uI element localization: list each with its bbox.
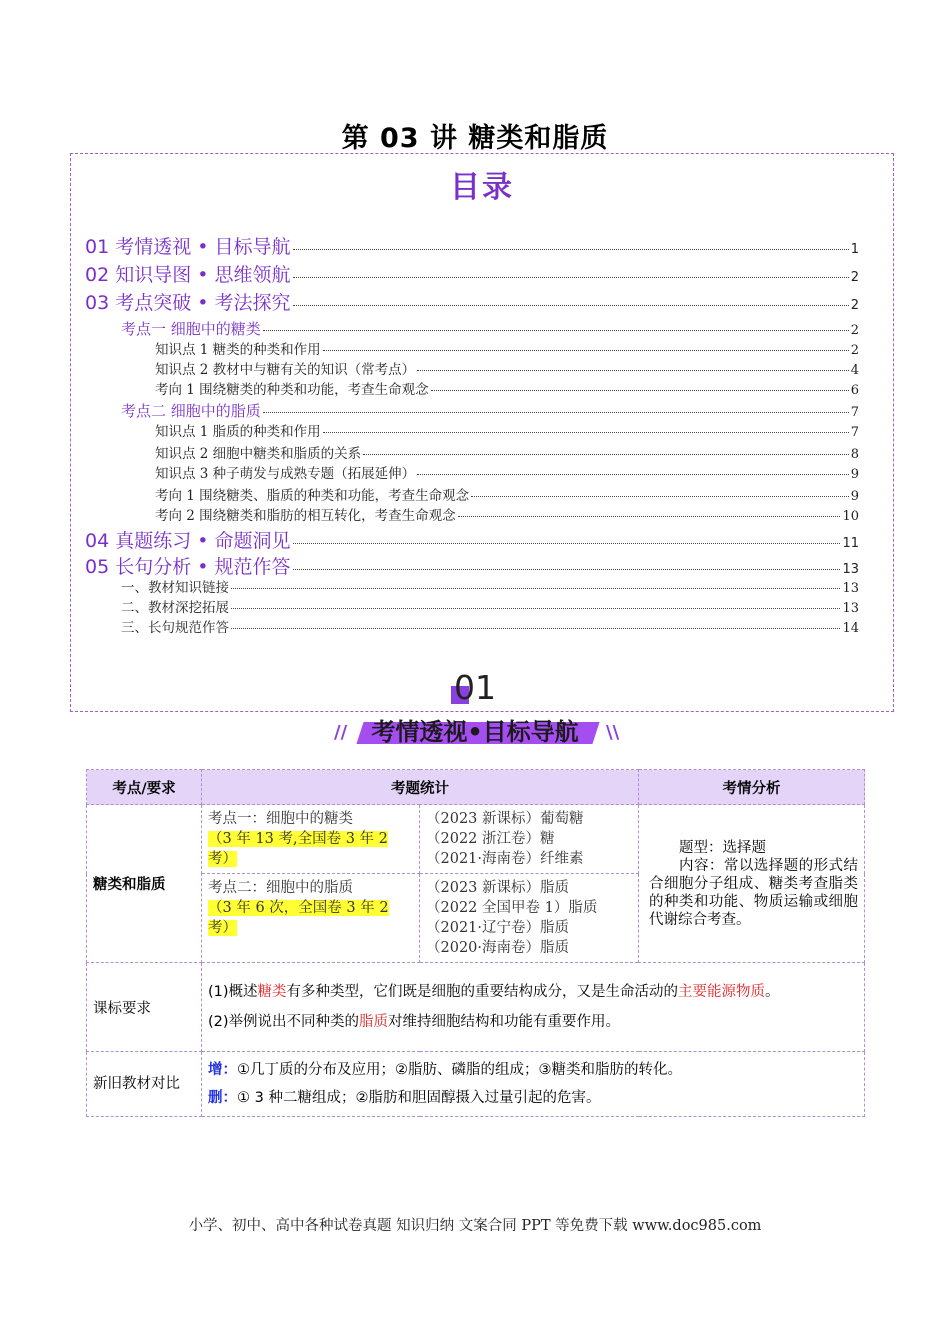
kaodian-1-count: （3 年 13 考,全国卷 3 年 2 考）	[208, 831, 388, 867]
toc-entry[interactable]	[121, 400, 859, 421]
toc-entry-page: 8	[850, 447, 859, 462]
toc-entry-label: 考点一 细胞中的糖类	[121, 320, 261, 338]
toc-entry-page: 7	[850, 405, 859, 420]
toc-entry-label: 考点二 细胞中的脂质	[121, 402, 261, 420]
kaodian-2-sources	[420, 874, 639, 963]
toc-entry[interactable]	[85, 288, 859, 315]
toc-entry-label: 二、教材深挖拓展	[121, 600, 229, 616]
req1-text: 。	[765, 984, 780, 1000]
toc-entry-label: 考向 1 围绕糖类、脂质的种类和功能，考查生命观念	[155, 488, 470, 504]
source-item: （2022 全国甲卷 1）脂质	[426, 900, 598, 916]
source-item: （2023 新课标）葡萄糖	[426, 811, 584, 827]
kaodian-2-cell	[202, 874, 420, 963]
toc-entry-page: 2	[850, 343, 859, 358]
toc-entry[interactable]	[155, 378, 859, 398]
toc-entry-label: 知识点 2 教材中与糖有关的知识（常考点）	[155, 362, 416, 378]
source-item: （2020·海南卷）脂质	[426, 940, 570, 956]
toc-entry-label: 知识点 1 糖类的种类和作用	[155, 342, 321, 358]
analysis-cell	[639, 805, 865, 963]
header-kaodian: 考点/要求	[87, 770, 202, 805]
toc-entry-page: 11	[842, 536, 859, 551]
req2-text: 对维持细胞结构和功能有重要作用。	[388, 1014, 621, 1030]
row-label-standard: 课标要求	[87, 963, 202, 1052]
req1-text: (1)概述	[208, 984, 258, 1000]
row-label-sugar-lipid: 糖类和脂质	[87, 805, 202, 963]
section-number: 01	[454, 668, 496, 707]
table-header-row	[87, 770, 865, 805]
header-stats: 考题统计	[202, 770, 639, 805]
toc-leader-dots	[471, 496, 849, 497]
table-row	[87, 1052, 865, 1117]
toc-entry-page: 4	[850, 363, 859, 378]
kaodian-2-count: （3 年 6 次，全国卷 3 年 2 考）	[208, 900, 389, 936]
removed-text: ① 3 种二糖组成；②脂肪和胆固醇摄入过量引起的危害。	[237, 1090, 601, 1106]
standard-requirements-cell	[202, 963, 865, 1052]
toc-leader-dots	[293, 277, 849, 278]
toc-entry-label: 04 真题练习 • 命题洞见	[85, 530, 291, 552]
toc-entry-page: 13	[842, 581, 859, 596]
table-row	[87, 963, 865, 1052]
exam-analysis-table	[86, 769, 865, 1117]
toc-entry-page: 6	[850, 383, 859, 398]
textbook-compare-cell	[202, 1052, 865, 1117]
toc-entry[interactable]	[155, 504, 859, 524]
toc-leader-dots	[231, 588, 840, 589]
kaodian-1-name: 考点一：细胞中的糖类	[208, 811, 353, 827]
removed-label: 删：	[208, 1090, 237, 1106]
table-row	[87, 805, 865, 874]
added-items	[208, 1056, 858, 1084]
toc-entry-label: 知识点 2 细胞中糖类和脂质的关系	[155, 446, 362, 462]
removed-items	[208, 1084, 858, 1112]
toc-entry-page: 1	[850, 242, 859, 257]
toc-entry-page: 14	[842, 621, 859, 636]
toc-entry[interactable]	[155, 420, 859, 440]
toc-entry-label: 考向 1 围绕糖类的种类和功能，考查生命观念	[155, 382, 429, 398]
toc-entry[interactable]	[155, 358, 859, 378]
source-item: （2021·辽宁卷）脂质	[426, 920, 570, 936]
toc-entry-page: 13	[842, 601, 859, 616]
toc-entry[interactable]	[155, 484, 859, 504]
toc-entry-page: 2	[850, 298, 859, 313]
document-title: 第 03 讲 糖类和脂质	[341, 123, 609, 154]
table-of-contents	[70, 153, 894, 712]
toc-leader-dots	[417, 474, 849, 475]
toc-entry[interactable]	[85, 552, 859, 579]
header-analysis: 考情分析	[639, 770, 865, 805]
toc-leader-dots	[263, 412, 849, 413]
toc-leader-dots	[231, 608, 840, 609]
toc-entry[interactable]	[155, 462, 859, 482]
req2-text: (2)举例说出不同种类的	[208, 1014, 360, 1030]
toc-entry[interactable]	[85, 526, 859, 553]
toc-entry-label: 考向 2 围绕糖类和脂肪的相互转化，考查生命观念	[155, 508, 456, 524]
toc-entry-page: 7	[850, 425, 859, 440]
toc-entry[interactable]	[155, 442, 859, 462]
toc-entry-page: 13	[842, 562, 859, 577]
toc-entry[interactable]	[121, 318, 859, 339]
req2-keyword-lipid: 脂质	[359, 1014, 389, 1030]
kaodian-1-sources	[420, 805, 639, 874]
toc-entry-label: 02 知识导图 • 思维领航	[85, 264, 291, 286]
slash-right-decoration: \\	[606, 722, 620, 743]
added-text: ①几丁质的分布及应用；②脂肪、磷脂的组成；③糖类和脂肪的转化。	[237, 1062, 682, 1078]
toc-entry-label: 05 长句分析 • 规范作答	[85, 556, 291, 578]
toc-entry[interactable]	[85, 232, 859, 259]
toc-leader-dots	[323, 350, 849, 351]
toc-entry[interactable]	[121, 576, 859, 596]
toc-leader-dots	[293, 543, 841, 544]
analysis-type: 题型：选择题	[679, 839, 766, 856]
toc-entry[interactable]	[155, 338, 859, 358]
added-label: 增：	[208, 1062, 237, 1078]
source-item: （2022 浙江卷）糖	[426, 831, 555, 847]
toc-leader-dots	[458, 516, 841, 517]
section-title: 考情透视•目标导航	[371, 718, 579, 746]
toc-entry-page: 2	[850, 323, 859, 338]
toc-entry-page: 9	[850, 489, 859, 504]
slash-left-decoration: //	[334, 722, 348, 743]
toc-entry-label: 03 考点突破 • 考法探究	[85, 292, 291, 314]
toc-leader-dots	[263, 330, 849, 331]
requirement-2	[208, 1007, 858, 1037]
toc-heading: 目录	[450, 170, 514, 205]
req1-keyword-energy: 主要能源物质	[678, 984, 766, 1000]
toc-leader-dots	[293, 305, 849, 306]
toc-entry-page: 9	[850, 467, 859, 482]
source-item: （2021·海南卷）纤维素	[426, 851, 584, 867]
toc-leader-dots	[293, 249, 849, 250]
source-item: （2023 新课标）脂质	[426, 880, 570, 896]
analysis-content: 内容：常以选择题的形式结合细胞分子组成、糖类考查脂类的种类和功能、物质运输或细胞代谢综合考查。	[649, 857, 858, 928]
toc-leader-dots	[417, 370, 849, 371]
toc-leader-dots	[363, 454, 849, 455]
toc-entry-page: 10	[842, 509, 859, 524]
toc-entry[interactable]	[121, 616, 859, 636]
toc-entry-label: 一、教材知识链接	[121, 580, 229, 596]
requirement-1	[208, 977, 858, 1007]
kaodian-1-cell	[202, 805, 420, 874]
toc-entry[interactable]	[121, 596, 859, 616]
toc-entry-label: 三、长句规范作答	[121, 620, 229, 636]
toc-entry-page: 2	[850, 270, 859, 285]
toc-leader-dots	[323, 432, 849, 433]
toc-entry-label: 知识点 3 种子萌发与成熟专题（拓展延伸）	[155, 466, 416, 482]
toc-entry-label: 01 考情透视 • 目标导航	[85, 236, 291, 258]
page-footer: 小学、初中、高中各种试卷真题 知识归纳 文案合同 PPT 等免费下载 www.doc985.com	[188, 1218, 762, 1234]
toc-leader-dots	[431, 390, 849, 391]
toc-leader-dots	[231, 628, 840, 629]
toc-entry[interactable]	[85, 260, 859, 287]
row-label-textbook-compare: 新旧教材对比	[87, 1052, 202, 1117]
toc-entry-label: 知识点 1 脂质的种类和作用	[155, 424, 321, 440]
req1-text: 有多种类型，它们既是细胞的重要结构成分，又是生命活动的	[286, 984, 679, 1000]
toc-leader-dots	[293, 569, 841, 570]
req1-keyword-sugar: 糖类	[257, 984, 287, 1000]
kaodian-2-name: 考点二：细胞中的脂质	[208, 880, 353, 896]
